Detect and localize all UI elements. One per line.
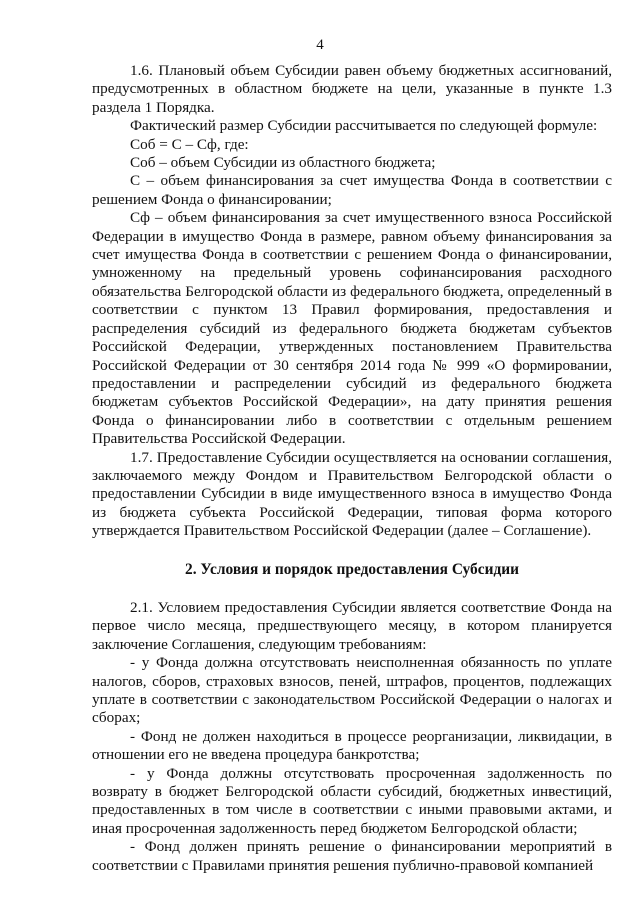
requirement-decision: - Фонд должен принять решение о финансировании мероприятий в соответствии с Правилами принятия решения публично-правовой компанией (92, 838, 612, 874)
section-2-heading: 2. Условия и порядок предоставления Субсидии (185, 560, 519, 578)
paragraph-1-7: 1.7. Предоставление Субсидии осуществляется на основании соглашения, заключаемого между Фондом и Правительством Белгородской области о предоставлении Субсидии в виде имущественного взноса в имущество Фонда из бюджета субъекта Российской Федерации, типовая форма которого утверждается Правительством Российской Федерации (далее – Соглашение). (92, 448, 612, 540)
definition-sob: Соб – объем Субсидии из областного бюджета; (130, 154, 436, 172)
definition-sf: Сф – объем финансирования за счет имущественного взноса Российской Федерации в имущество Фонда в размере, равном объему финансирования за счет имущества Фонда в соответствии с решением Фонда о финансировании, умноженному на предельный уровень софинансирования расходного обязательства Белгородской области из федерального бюджета, определенный в соответствии с пунктом 13 Правил формирования, предоставления и распределения субсидий из федерального бюджета бюджетам субъектов Российской Федерации, утвержденных постановлением Правительства Российской Федерации от 30 сентября 2014 года № 999 «О формировании, предоставлении и распределении субсидий из федерального бюджета бюджетам субъектов Российской Федерации», на дату принятия решения Фонда о финансировании либо в соответствии с отдельным решением Правительства Российской Федерации. (92, 209, 612, 448)
paragraph-2-1: 2.1. Условием предоставления Субсидии является соответствие Фонда на первое число месяца, предшествующего месяцу, в котором планируется заключение Соглашения, следующим требованиям: (92, 598, 612, 653)
document-body (92, 62, 612, 875)
requirement-taxes: - у Фонда должна отсутствовать неисполненная обязанность по уплате налогов, сборов, страховых взносов, пеней, штрафов, процентов, подлежащих уплате в соответствии с законодательством Российской Федерации о налогах и сборах; (92, 654, 612, 727)
page-number: 4 (316, 37, 324, 53)
requirement-debt: - у Фонда должны отсутствовать просроченная задолженность по возврату в бюджет Белгородской области субсидий, бюджетных инвестиций, предоставленных в том числе в соответствии с иными правовыми актами, и иная просроченная задолженность перед бюджетом Белгородской области; (92, 764, 612, 837)
paragraph-1-6: 1.6. Плановый объем Субсидии равен объему бюджетных ассигнований, предусмотренных в областном бюджете на цели, указанные в пункте 1.3 раздела 1 Порядка. (92, 62, 612, 116)
formula: Соб = С – Сф, где: (130, 135, 249, 153)
definition-c: С – объем финансирования за счет имущества Фонда в соответствии с решением Фонда о финансировании; (92, 172, 612, 208)
formula-intro: Фактический размер Субсидии рассчитывается по следующей формуле: (130, 117, 598, 135)
requirement-reorganization: - Фонд не должен находиться в процессе реорганизации, ликвидации, в отношении его не введена процедура банкротства; (92, 727, 612, 764)
